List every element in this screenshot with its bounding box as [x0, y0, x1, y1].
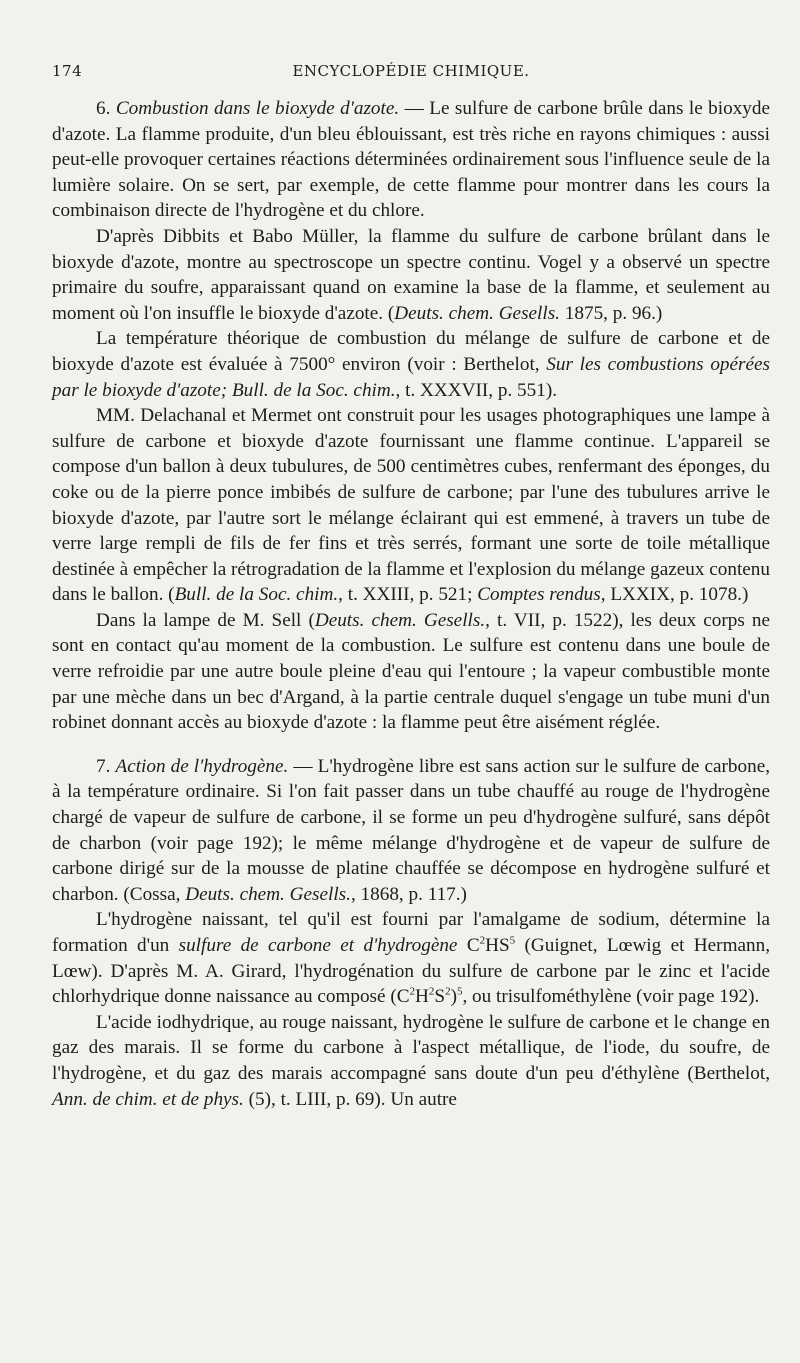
citation-ref: Deuts. chem. Gesells.	[314, 609, 486, 631]
paragraph-text: MM. Delachanal et Mermet ont construit pour les usages photographiques une lampe à sulfure de carbone et bioxyde d'azote fournissant une flamme continue. L'appareil se compose d'un ballon à deux tubulures, de 500 centimètres cubes, renfermant des éponges, du coke ou de la pierre ponce imbibés de sulfure de carbone; par l'une des tubulures arrive le bioxyde d'azote, par l'autre sort le mélange éclairant qui est emmené, à travers un tube de verre large rempli de fils de fer fins et très serrés, formant une sorte de toile métallique destinée à empêcher la rétrogradation de la flamme et l'explosion du mélange gazeux contenu dans le ballon. (	[52, 405, 770, 606]
paragraph-text: , LXXIX, p. 1078.)	[600, 584, 749, 606]
citation-ref: Ann. de chim. et de phys.	[52, 1088, 244, 1110]
paragraph-text: , t. XXXVII, p. 551).	[395, 379, 558, 401]
paragraph-acide-iodhydrique	[52, 1010, 770, 1112]
section-title: Action de l'hydrogène.	[115, 755, 289, 777]
paragraph-lampe-delachanal	[52, 403, 770, 608]
paragraph-text: , t. XXIII, p. 521;	[338, 584, 478, 606]
citation-ref: Comptes rendus	[477, 584, 601, 606]
section-number: 7.	[96, 755, 111, 777]
paragraph-text: 1875, p. 96.)	[559, 302, 663, 324]
citation-ref: Bull. de la Soc. chim.	[174, 584, 339, 606]
citation-ref: Sur les combustions opérées par le bioxyde d'azote; Bull. de la Soc. chim.	[52, 353, 770, 401]
paragraph-temperature	[52, 326, 770, 403]
paragraph-text: , 1868, p. 117.)	[350, 883, 467, 905]
page-header	[52, 62, 770, 84]
citation-ref: Deuts. chem. Gesells.	[394, 302, 560, 324]
citation-ref: Deuts. chem. Gesells.	[185, 883, 351, 905]
body-text	[52, 96, 770, 1112]
paragraph-text: D'après Dibbits et Babo Müller, la flamme du sulfure de carbone brûlant dans le bioxyde d'azote, montre au spectroscope un spectre continu. Vogel y a observé un spectre primaire du soufre, apparaissant quand on examine la base de la flamme, et seulement au moment où l'on insuffle le bioxyde d'azote. (	[52, 225, 770, 324]
paragraph-text: L'acide iodhydrique, au rouge naissant, hydrogène le sulfure de carbone et le change en gaz des marais. Il se forme du carbone à l'aspect métallique, de l'iode, du soufre, de l'hydrogène, et du gaz des marais accompagné sans doute d'un peu d'éthylène (Berthelot,	[52, 1011, 770, 1084]
paragraph-text: , t. VII, p. 1522), les deux corps ne sont en contact qu'au moment de la combustion. Le sulfure est contenu dans une boule de verre refroidie par une autre boule pleine d'eau qui l'entoure ; la vapeur combustible monte par une mèche dans un bec d'Argand, à la partie centrale duquel s'engage un tube muni d'un robinet donnant accès au bioxyde d'azote : la flamme peut être aisément réglée.	[52, 609, 770, 734]
paragraph-lampe-sell	[52, 608, 770, 736]
paragraph-text: La température théorique de combustion du mélange de sulfure de carbone et de bioxyde d'azote est évaluée à 7500° environ (voir : Berthelot,	[52, 328, 770, 375]
section-title: Combustion dans le bioxyde d'azote.	[115, 98, 400, 119]
paragraph-hydrogene	[52, 754, 770, 908]
running-title: ENCYCLOPÉDIE CHIMIQUE.	[292, 62, 530, 80]
paragraph-text: (5), t. LIII, p. 69). Un autre	[243, 1088, 457, 1110]
compound-name: sulfure de carbone et d'hydrogène	[178, 935, 458, 956]
paragraph-text: (Guignet, Lœwig et Hermann, Lœw). D'après M. A. Girard, l'hydrogénation du sulfure de carbone par le zinc et l'acide chlorhydrique donne naissance au composé (C	[52, 935, 770, 1008]
paragraph-text: Dans la lampe de M. Sell (	[96, 609, 315, 631]
paragraph-text: — L'hydrogène libre est sans action sur le sulfure de carbone, à la température ordinaire. Si l'on fait passer dans un tube chauffé au rouge de l'hydrogène chargé de vapeur de sulfure de carbone, il se forme un peu d'hydrogène sulfuré, sans dépôt de charbon (voir page 192); le même mélange d'hydrogène et de vapeur de sulfure de carbone dirigé sur de la mousse de platine chauffée se décompose en hydrogène sulfuré et charbon. (Cossa,	[52, 755, 771, 905]
page-number: 174	[52, 62, 83, 80]
paragraph-text: L'hydrogène naissant, tel qu'il est fourni par l'amalgame de sodium, détermine la formation d'un	[52, 909, 770, 956]
paragraph-hydrogene-naissant	[52, 907, 770, 1009]
paragraph-text: — Le sulfure de carbone brûle dans le bioxyde d'azote. La flamme produite, d'un bleu éblouissant, est très riche en rayons chimiques : aussi peut-elle provoquer certaines réactions déterminées ordinairement sous l'influence seule de la lumière solaire. On se sert, par exemple, de cette flamme pour montrer dans les cours la combinaison directe de l'hydrogène et du chlore.	[52, 98, 770, 222]
section-number: 6.	[96, 98, 111, 119]
formula: $^2H^2S^2)^5$	[409, 985, 463, 1008]
formula: $C^2HS^5$	[457, 934, 516, 956]
paragraph-spectre	[52, 224, 770, 326]
paragraph-combustion	[52, 96, 770, 224]
paragraph-text: , ou trisulfométhylène (voir page 192).	[462, 986, 760, 1008]
